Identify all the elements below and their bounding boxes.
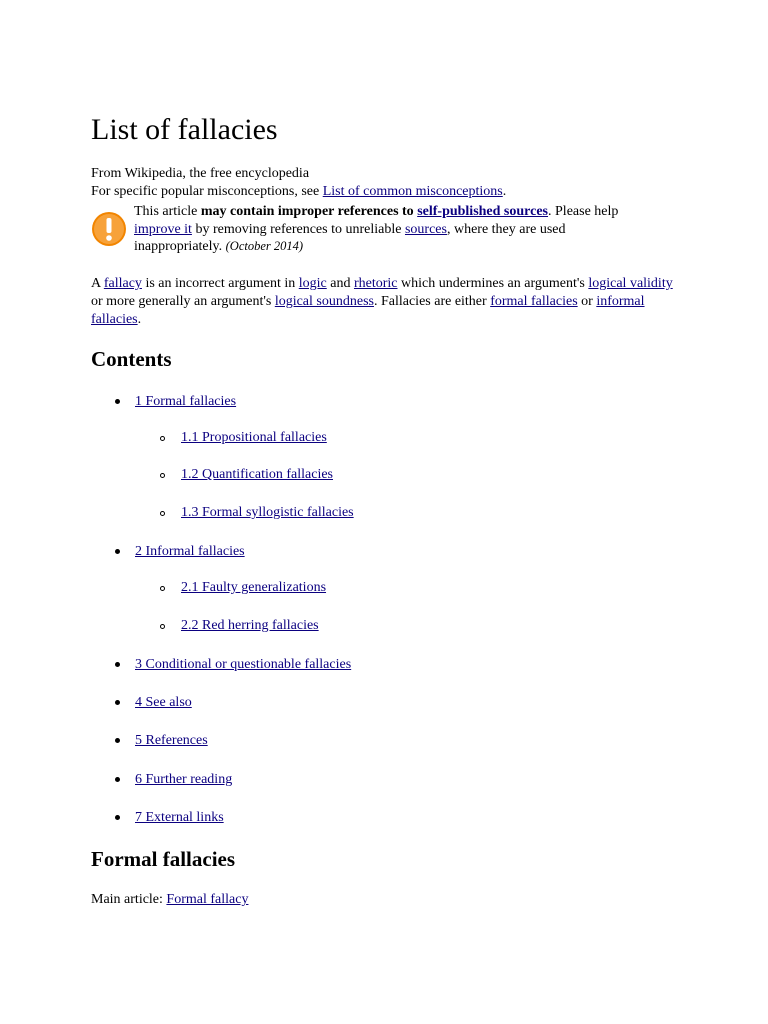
toc-item-formal-syllogistic-fallacies[interactable]: 1.3 Formal syllogistic fallacies xyxy=(181,505,354,520)
notice-box xyxy=(134,203,654,256)
hatnote-link-common-misconceptions[interactable]: List of common misconceptions xyxy=(322,184,503,199)
notice-text-3: by removing references to unreliable xyxy=(191,221,405,237)
toc-bullet xyxy=(115,815,120,820)
intro-text: A xyxy=(91,276,104,291)
toc-sub-bullet xyxy=(160,586,165,591)
main-article-hatnote xyxy=(91,891,248,909)
intro-text: is an incorrect argument in xyxy=(141,276,299,291)
page-title: List of fallacies xyxy=(91,113,278,146)
toc-sub-bullet xyxy=(160,473,165,478)
toc-bullet xyxy=(115,399,120,404)
toc-item-formal-fallacies[interactable]: 1 Formal fallacies xyxy=(135,394,237,409)
toc-bullet xyxy=(115,777,120,782)
notice-link-self-published[interactable]: self-published sources xyxy=(417,204,549,219)
notice-text-4: , where they are used xyxy=(446,221,566,237)
intro-text: . Fallacies are either xyxy=(373,294,491,309)
contents-heading: Contents xyxy=(91,347,172,371)
toc-item-conditional-fallacies[interactable]: 3 Conditional or questionable fallacies xyxy=(135,657,352,672)
toc-bullet xyxy=(115,662,120,667)
main-article-prefix: Main article: xyxy=(91,892,167,907)
toc-sub-bullet xyxy=(160,511,165,516)
toc-item-further-reading[interactable]: 6 Further reading xyxy=(135,772,233,787)
intro-text: which undermines an argument's xyxy=(397,276,589,291)
toc-item-propositional-fallacies[interactable]: 1.1 Propositional fallacies xyxy=(181,430,327,445)
notice-link-sources[interactable]: sources xyxy=(404,221,447,237)
intro-text: or xyxy=(577,294,597,309)
link-informal-fallacies[interactable]: informal fallacies xyxy=(91,294,645,327)
toc-item-references[interactable]: 5 References xyxy=(135,733,208,748)
toc-sub-bullet xyxy=(160,624,165,629)
hatnote-prefix: For specific popular misconceptions, see xyxy=(91,184,323,199)
notice-bold: may contain improper references to xyxy=(200,204,418,219)
toc-item-quantification-fallacies[interactable]: 1.2 Quantification fallacies xyxy=(181,467,333,482)
hatnote xyxy=(91,183,506,201)
intro-text: and xyxy=(326,276,354,291)
toc-bullet xyxy=(115,700,120,705)
notice-text-2: . Please help xyxy=(548,204,619,219)
intro-text: or more generally an argument's xyxy=(91,294,275,309)
toc-item-red-herring-fallacies[interactable]: 2.2 Red herring fallacies xyxy=(181,618,319,633)
link-logic[interactable]: logic xyxy=(298,276,327,291)
intro-paragraph xyxy=(91,275,681,329)
intro-text: . xyxy=(137,312,142,327)
toc-bullet xyxy=(115,738,120,743)
toc-item-external-links[interactable]: 7 External links xyxy=(135,810,224,825)
link-logical-soundness[interactable]: logical soundness xyxy=(274,294,374,309)
notice-link-improve[interactable]: improve it xyxy=(134,221,192,237)
tagline: From Wikipedia, the free encyclopedia xyxy=(91,166,310,181)
link-rhetoric[interactable]: rhetoric xyxy=(353,276,398,291)
section-heading-formal-fallacies: Formal fallacies xyxy=(91,847,236,871)
notice-text-1: This article xyxy=(134,204,201,219)
exclamation-icon xyxy=(91,211,127,247)
notice-text-5: inappropriately. xyxy=(134,239,226,254)
toc-item-faulty-generalizations[interactable]: 2.1 Faulty generalizations xyxy=(181,580,327,595)
toc-item-see-also[interactable]: 4 See also xyxy=(135,695,192,710)
notice-date: (October 2014) xyxy=(225,239,304,253)
toc-sub-bullet xyxy=(160,436,165,441)
link-formal-fallacies[interactable]: formal fallacies xyxy=(490,294,578,309)
link-fallacy[interactable]: fallacy xyxy=(103,276,142,291)
toc-item-informal-fallacies[interactable]: 2 Informal fallacies xyxy=(135,544,245,559)
hatnote-suffix: . xyxy=(502,184,507,199)
main-article-link-formal-fallacy[interactable]: Formal fallacy xyxy=(166,892,249,907)
link-logical-validity[interactable]: logical validity xyxy=(588,276,673,291)
toc-bullet xyxy=(115,549,120,554)
